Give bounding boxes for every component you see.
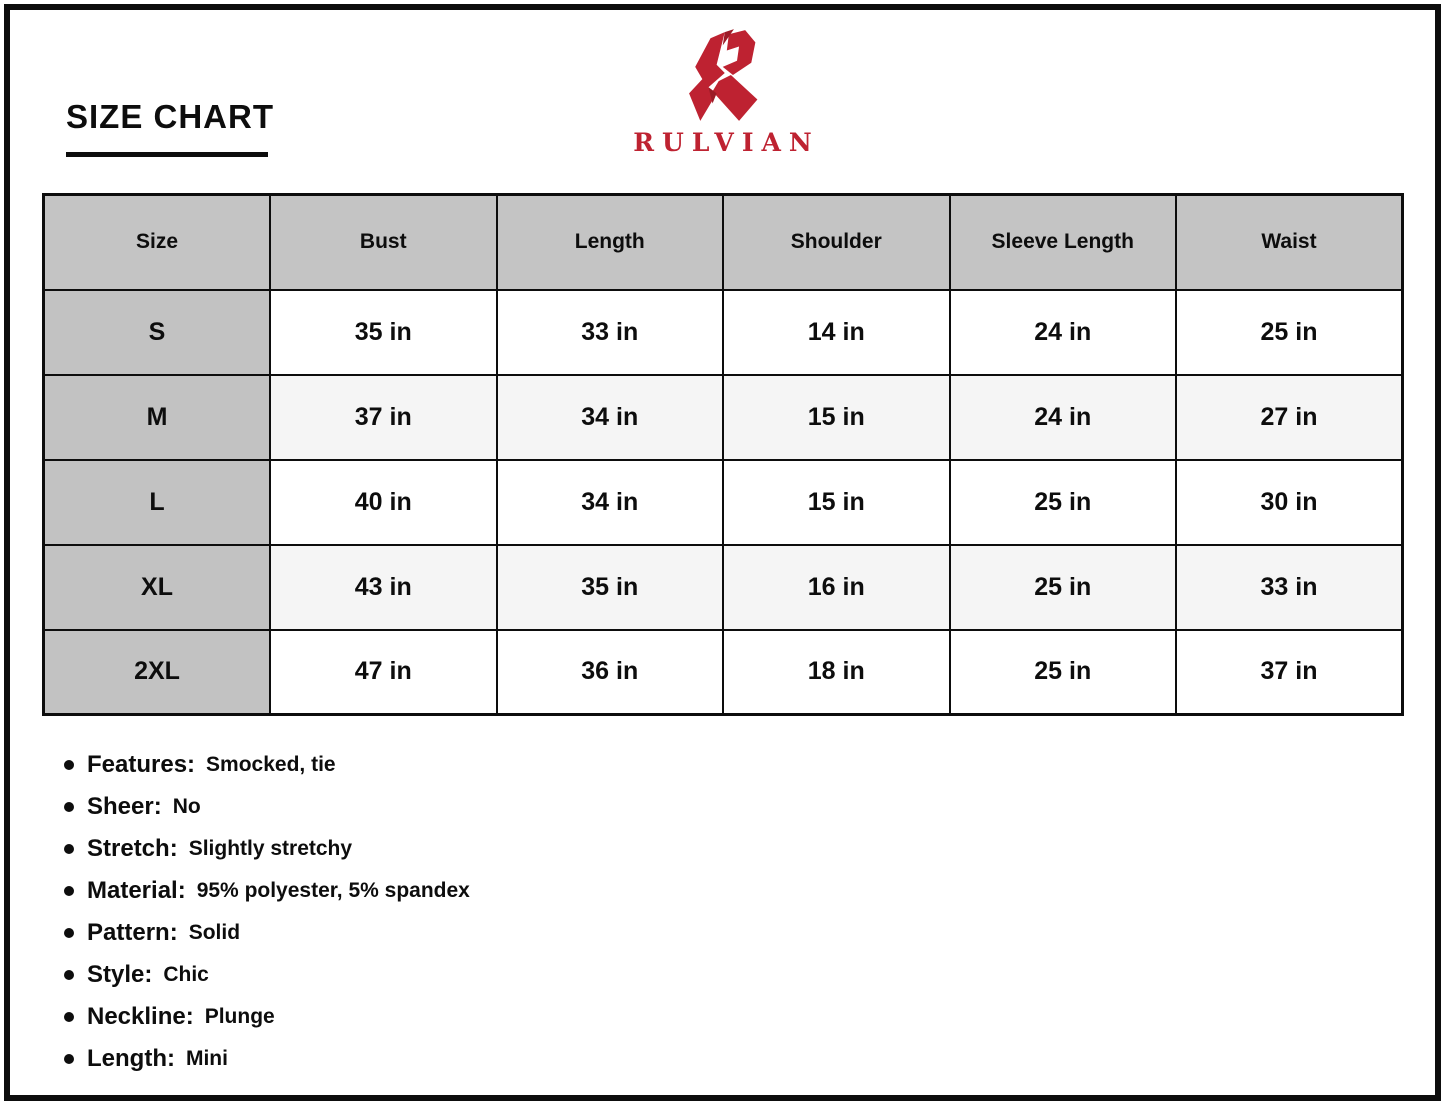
detail-item-pattern [64, 918, 470, 948]
length-cell: 34 in [497, 375, 724, 460]
size-cell: 2XL [44, 630, 271, 715]
sleeve-length-cell: 25 in [950, 460, 1177, 545]
detail-label: Stretch: [87, 835, 178, 862]
waist-cell: 27 in [1176, 375, 1403, 460]
size-cell: XL [44, 545, 271, 630]
shoulder-cell: 15 in [723, 375, 950, 460]
bullet-icon [64, 1054, 74, 1064]
detail-label: Length: [87, 1045, 175, 1072]
size-cell: L [44, 460, 271, 545]
col-header-waist: Waist [1176, 195, 1403, 290]
bust-cell: 35 in [270, 290, 497, 375]
detail-value: Solid [188, 921, 241, 944]
bust-cell: 37 in [270, 375, 497, 460]
rulvian-r-monogram-icon [672, 24, 774, 126]
detail-value: Plunge [204, 1005, 275, 1028]
detail-label: Pattern: [87, 919, 178, 946]
table-row-2xl [44, 630, 1403, 715]
table-row-s [44, 290, 1403, 375]
detail-value: No [172, 795, 201, 818]
size-table [42, 193, 1404, 716]
shoulder-cell: 15 in [723, 460, 950, 545]
detail-item-material [64, 876, 470, 906]
length-cell: 35 in [497, 545, 724, 630]
length-cell: 34 in [497, 460, 724, 545]
waist-cell: 37 in [1176, 630, 1403, 715]
title-block [66, 98, 274, 157]
col-header-shoulder: Shoulder [723, 195, 950, 290]
bullet-icon [64, 970, 74, 980]
length-cell: 33 in [497, 290, 724, 375]
detail-label: Features: [87, 751, 196, 778]
size-cell: M [44, 375, 271, 460]
detail-value: 95% polyester, 5% spandex [196, 879, 470, 902]
col-header-sleeve-length: Sleeve Length [950, 195, 1177, 290]
waist-cell: 30 in [1176, 460, 1403, 545]
shoulder-cell: 14 in [723, 290, 950, 375]
sleeve-length-cell: 24 in [950, 290, 1177, 375]
table-row-l [44, 460, 1403, 545]
header-row [44, 195, 1403, 290]
detail-value: Smocked, tie [206, 753, 336, 776]
detail-label: Sheer: [87, 793, 162, 820]
bullet-icon [64, 802, 74, 812]
col-header-length: Length [497, 195, 724, 290]
detail-label: Style: [87, 961, 153, 988]
shoulder-cell: 16 in [723, 545, 950, 630]
detail-item-style [64, 960, 470, 990]
sleeve-length-cell: 24 in [950, 375, 1177, 460]
shoulder-cell: 18 in [723, 630, 950, 715]
bullet-icon [64, 928, 74, 938]
detail-label: Material: [87, 877, 186, 904]
bust-cell: 47 in [270, 630, 497, 715]
bullet-icon [64, 760, 74, 770]
detail-value: Slightly stretchy [188, 837, 353, 860]
brand-name: RULVIAN [633, 128, 820, 157]
brand-logo [625, 24, 820, 157]
size-table-header [44, 195, 1403, 290]
detail-value: Chic [163, 963, 209, 986]
bust-cell: 40 in [270, 460, 497, 545]
detail-item-sheer [64, 792, 470, 822]
detail-item-stretch [64, 834, 470, 864]
col-header-size: Size [44, 195, 271, 290]
page-title: SIZE CHART [66, 98, 274, 135]
table-row-xl [44, 545, 1403, 630]
product-details-list [64, 750, 470, 1086]
size-cell: S [44, 290, 271, 375]
bullet-icon [64, 844, 74, 854]
waist-cell: 25 in [1176, 290, 1403, 375]
title-underline [66, 152, 268, 157]
bullet-icon [64, 1012, 74, 1022]
detail-item-length [64, 1044, 470, 1074]
table-row-m [44, 375, 1403, 460]
col-header-bust: Bust [270, 195, 497, 290]
waist-cell: 33 in [1176, 545, 1403, 630]
bullet-icon [64, 886, 74, 896]
detail-label: Neckline: [87, 1003, 194, 1030]
detail-item-neckline [64, 1002, 470, 1032]
detail-value: Mini [185, 1047, 228, 1070]
bust-cell: 43 in [270, 545, 497, 630]
length-cell: 36 in [497, 630, 724, 715]
sleeve-length-cell: 25 in [950, 545, 1177, 630]
detail-item-features [64, 750, 470, 780]
sleeve-length-cell: 25 in [950, 630, 1177, 715]
